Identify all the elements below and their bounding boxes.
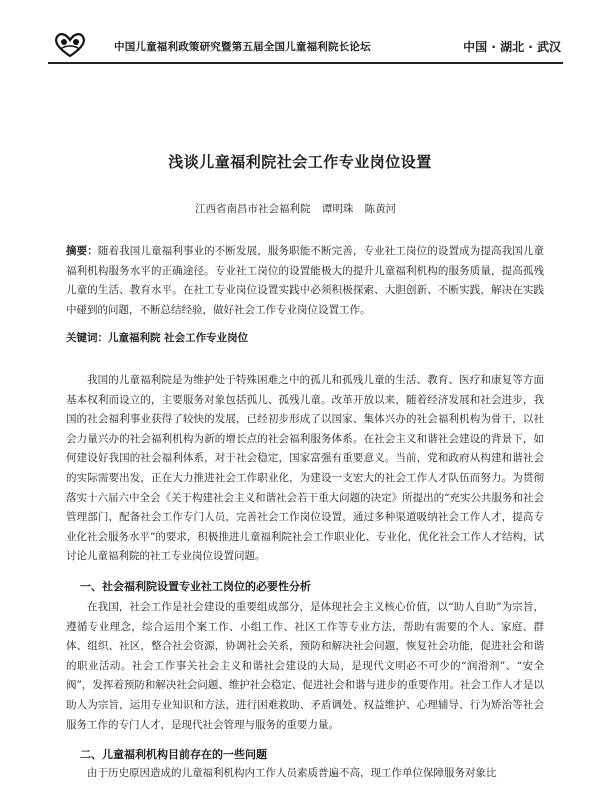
keywords — [66, 329, 544, 349]
section-2-heading: 二、儿童福利机构目前存在的一些问题 — [80, 748, 267, 761]
paper-title: 浅谈儿童福利院社会工作专业岗位设置 — [168, 153, 432, 171]
conference-location: 中国 · 湖北 · 武汉 — [463, 40, 561, 54]
abstract-text: 随着我国儿童福利事业的不断发展，服务职能不断完善，专业社工岗位的设置成为提高我国儿童福利机构服务水平的正确途径。专业社工岗位的设置能极大的提升儿童福利机构的服务质量，提高孤残儿童的生活、教育水平。在社工专业岗位设置实践中必须积极探索、大胆创新、不断实践，解决在实践中碰到的问题，不断总结经验，做好社会工作专业岗位设置工作。 — [66, 245, 544, 316]
section-2-paragraph: 由于历史原因造成的儿童福利机构内工作人员素质普遍不高，现工作单位保障服务对象比 — [87, 767, 497, 779]
abstract — [66, 242, 544, 320]
running-header — [48, 30, 563, 64]
conference-logo-icon — [52, 31, 88, 59]
section-1-paragraph: 在我国，社会工作是社会建设的重要组成部分，是体现社会主义核心价值，以“助人自助”为宗旨，遵循专业理念，综合运用个案工作、小组工作、社区工作等专业方法，帮助有需要的个人、家庭、群体、组织、社区，整合社会资源，协调社会关系，预防和解决社会问题，恢复社会功能，促进社会和谐的职业活动。社会工作事关社会主义和谐社会建设的大局，是现代文明必不可少的“润滑剂”、“安全阀”，发挥着预防和解决社会问题、维护社会稳定、促进社会和谐与进步的重要作用。社会工作人才是以助人为宗旨，运用专业知识和方法，进行困难救助、矛盾调处、权益维护、心理辅导、行为矫治等社会服务工作的专门人才，是现代社会管理与服务的重要力量。 — [66, 601, 544, 731]
section-1-heading: 一、社会福利院设置专业社工岗位的必要性分析 — [80, 580, 311, 593]
keywords-text: 儿童福利院 社会工作专业岗位 — [108, 332, 249, 344]
author-line: 江西省南昌市社会福利院 谭明珠 陈黄河 — [195, 203, 397, 215]
intro-paragraph: 我国的儿童福利院是为维护处于特殊困难之中的孤儿和孤残儿童的生活、教育、医疗和康复等方面基本权利而设立的，主要服务对象包括孤儿、孤残儿童。改革开放以来，随着经济发展和社会进步，我国的社会福利事业获得了较快的发展，已经初步形成了以国家、集体兴办的社会福利机构为骨干，以社会力量兴办的社会福利机构为新的增长点的社会福利服务体系。在社会主义和谐社会建设的背景下，如何建设好我国的社会福利体系，对于社会稳定，国家富强有重要意义。当前，党和政府从构建和谐社会的实际需要出发，正在大力推进社会工作职业化，为建设一支宏大的社会工作人才队伍而努力。为贯彻落实十六届六中全会《关于构建社会主义和谐社会若干重大问题的决定》所提出的“充实公共服务和社会管理部门，配备社会工作专门人员，完善社会工作岗位设置，通过多种渠道吸纳社会工作人才，提高专业化社会服务水平”的要求，积极推进儿童福利院社会工作职业化、专业化，优化社会工作人才结构，试讨论儿童福利院的社工专业岗位设置问题。 — [66, 374, 544, 563]
journal-name: 中国儿童福利政策研究暨第五届全国儿童福利院长论坛 — [114, 41, 371, 53]
keywords-label: 关键词： — [66, 332, 108, 344]
abstract-label: 摘要： — [66, 245, 98, 257]
